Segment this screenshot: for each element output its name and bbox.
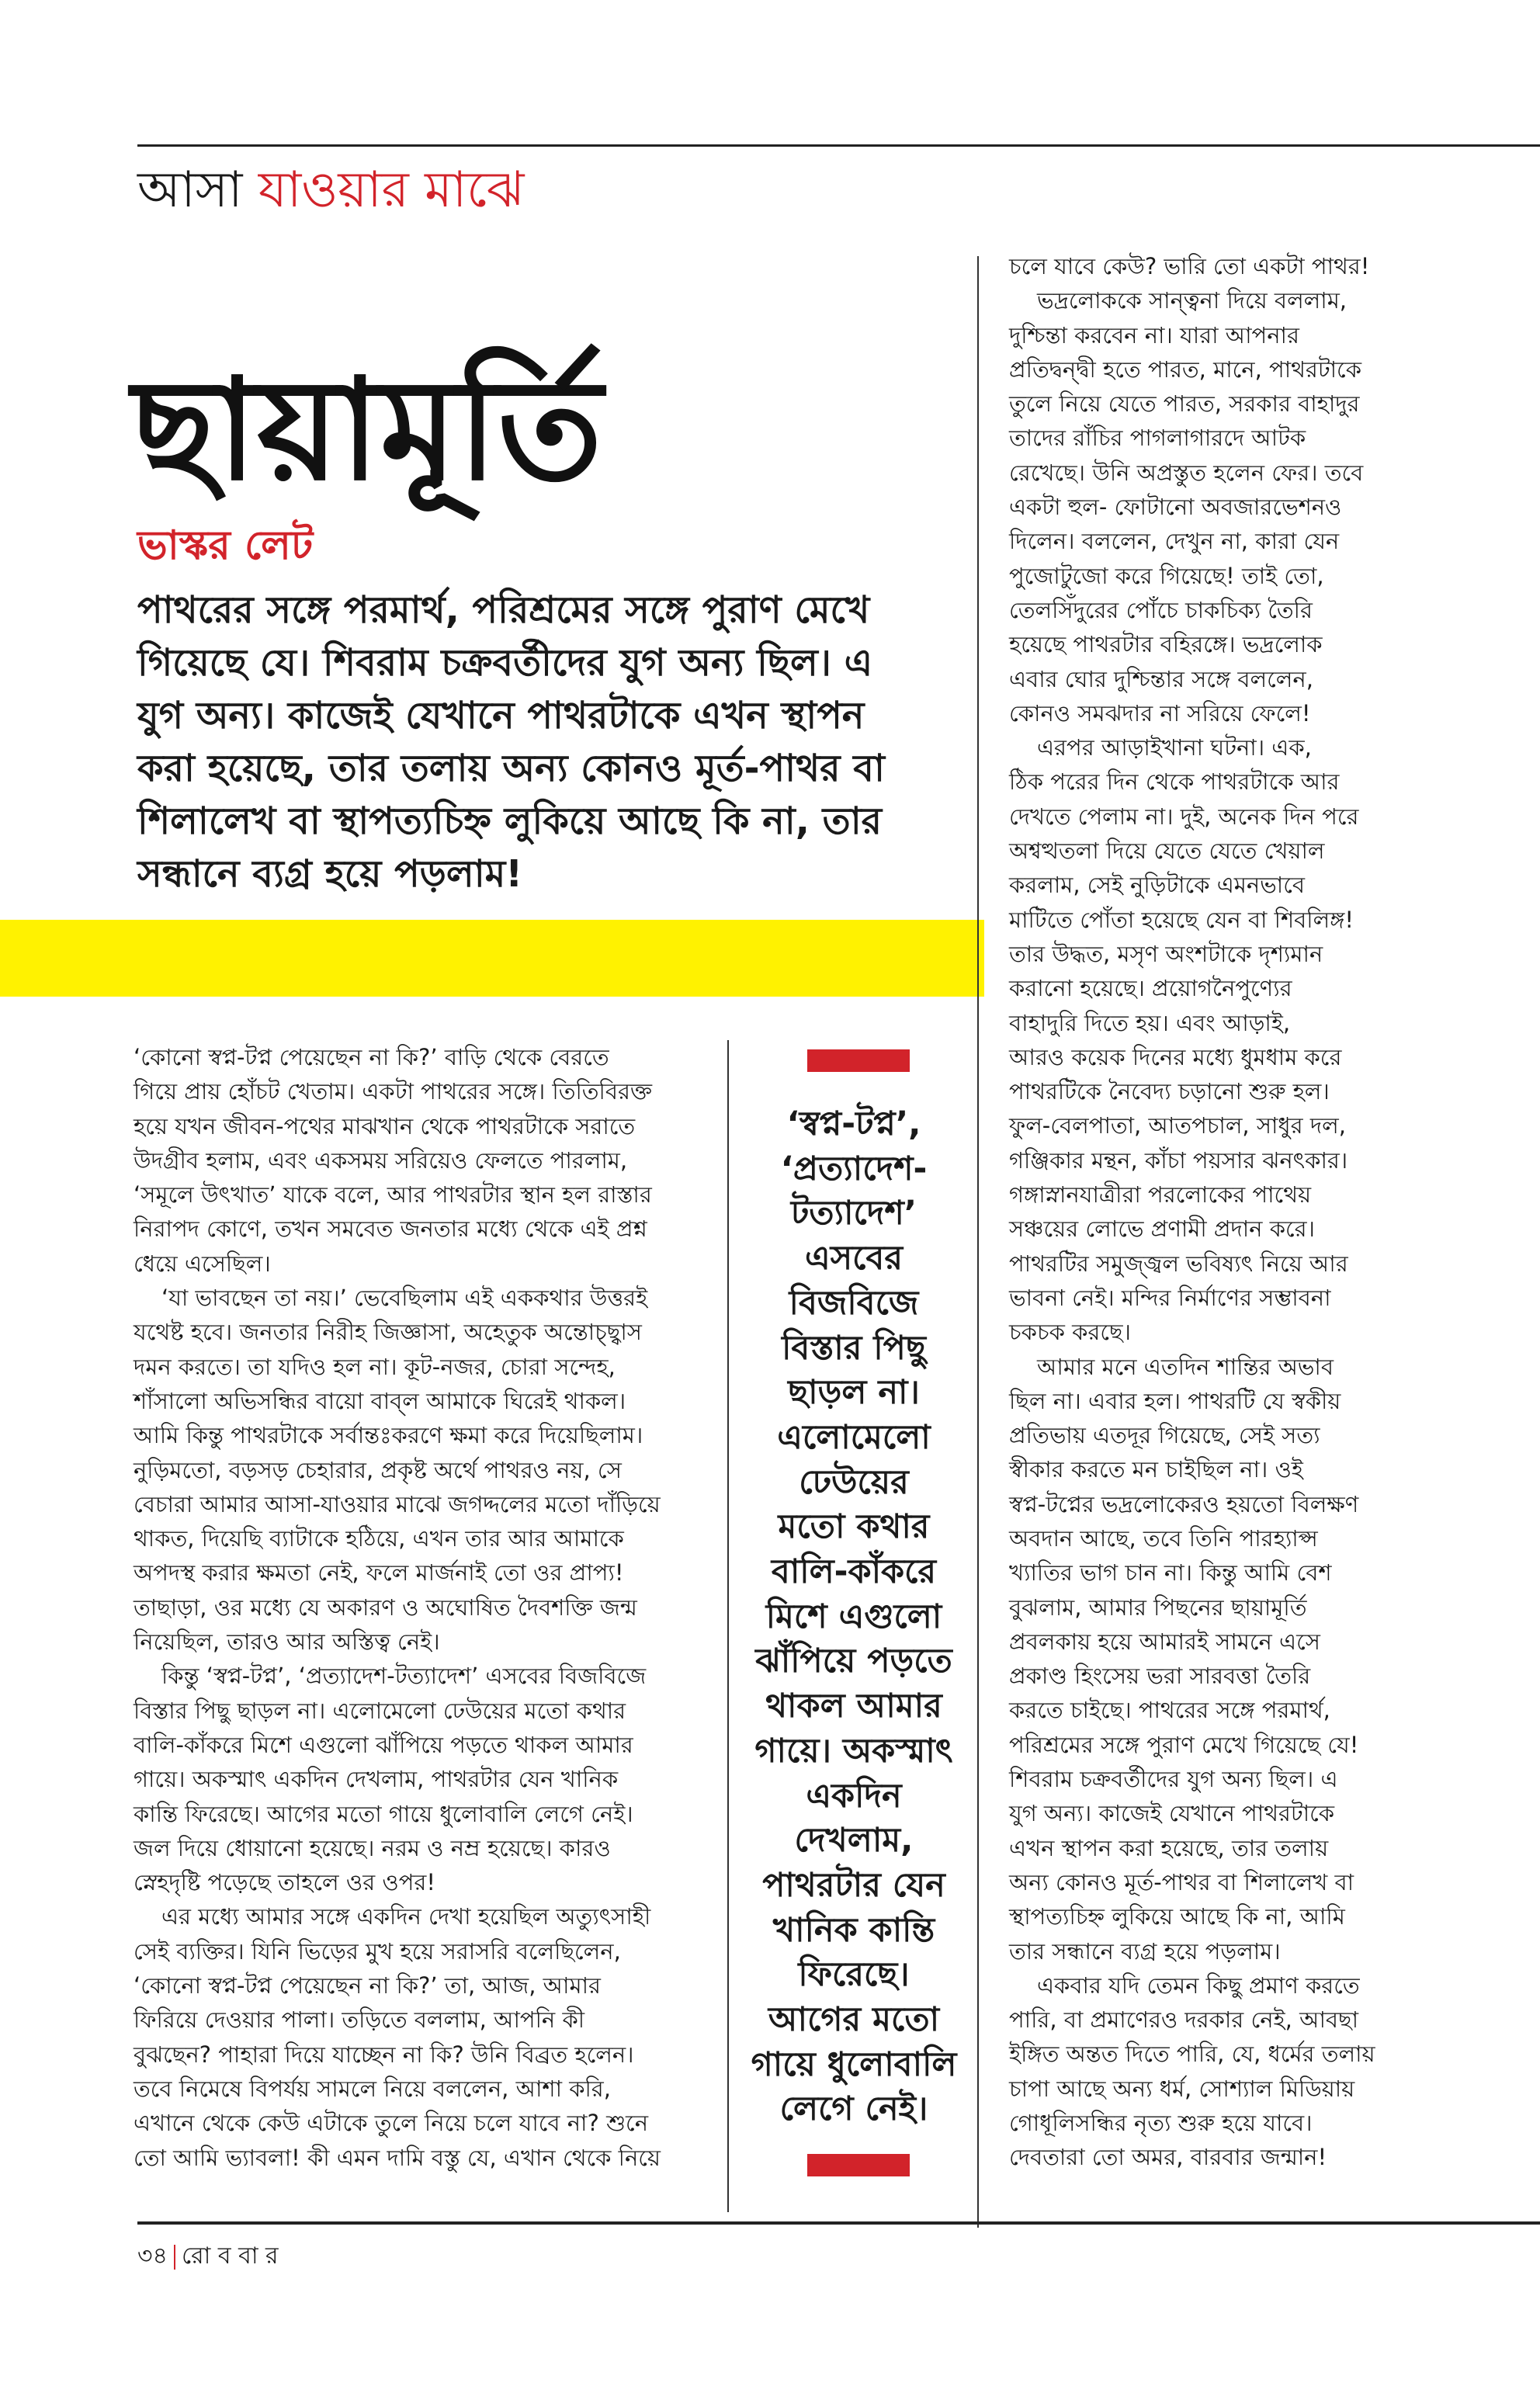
text-line: অবদান আছে, তবে তিনি পারহ্যাপ্স <box>1009 1524 1318 1552</box>
section-heading <box>137 159 524 221</box>
text-line: এলোমেলো <box>777 1417 931 1457</box>
text-line: ফিরেছে। <box>798 1955 910 1995</box>
text-line: তেলসিঁদুরের পোঁচে চাকচিক্য তৈরি <box>1009 596 1313 623</box>
text-line: স্নেহদৃষ্টি পড়েছে তাহলে ওর ওপর! <box>134 1869 435 1896</box>
text-line: নিরাপদ কোণে, তখন সমবেত জনতার মধ্যে থেকে এই প্রশ্ন <box>134 1216 647 1243</box>
text-line: পারি, বা প্রমাণেরও দরকার নেই, আবছা <box>1009 2006 1359 2034</box>
text-line: থাকল আমার <box>765 1687 942 1726</box>
text-line: আরও কয়েক দিনের মধ্যে ধুমধাম করে <box>1009 1043 1342 1070</box>
text-line: হয়ে যখন জীবন-পথের মাঝখান থেকে পাথরটাকে সরাতে <box>134 1112 636 1139</box>
text-line: ফিরিয়ে দেওয়ার পালা। তড়িতে বললাম, আপনি কী <box>134 2006 585 2034</box>
text-line: ঢেউয়ের <box>799 1462 909 1502</box>
text-line: একটা হুল- ফোটানো অবজারভেশনও <box>1009 494 1342 521</box>
text-line: অপদস্থ করার ক্ষমতা নেই, ফলে মার্জনাই তো ওর প্রাপ্য! <box>134 1559 624 1587</box>
text-line: দেবতারা তো অমর, বারবার জন্মান! <box>1009 2144 1327 2171</box>
text-line: উদগ্রীব হলাম, এবং একসময় সরিয়েও ফেলতে পারলাম, <box>134 1146 628 1174</box>
text-line: দুশ্চিন্তা করবেন না। যারা আপনার <box>1009 321 1299 349</box>
text-line: হয়েছে পাথরটার বহিরঙ্গে। ভদ্রলোক <box>1009 631 1323 658</box>
text-line: ধেয়ে এসেছিল। <box>134 1250 271 1277</box>
text-line: স্বীকার করতে মন চাইছিল না। ওই <box>1009 1456 1303 1483</box>
text-line: প্রতিভায় এতদূর গিয়েছে, সেই সত্য <box>1009 1422 1320 1449</box>
text-line: দমন করতে। তা যদিও হল না। কূট-নজর, চোরা সন্দেহ, <box>134 1353 616 1380</box>
text-line: তো আমি ভ্যাবলা! কী এমন দামি বস্তু যে, এখান থেকে নিয়ে <box>134 2144 661 2171</box>
text-line: পাথরের সঙ্গে পরমার্থ, পরিশ্রমের সঙ্গে পুরাণ মেখে <box>137 588 870 632</box>
text-line: খ্যাতির ভাগ চান না। কিন্তু আমি বেশ <box>1009 1559 1332 1587</box>
text-line: এরপর আড়াইখানা ঘটনা। এক, <box>1037 734 1312 761</box>
lead-paragraph <box>137 584 914 900</box>
column-divider <box>727 1040 729 2212</box>
text-line: যথেষ্ট হবে। জনতার নিরীহ জিজ্ঞাসা, অহেতুক অন্তোচ্ছ্বাস <box>134 1319 642 1346</box>
text-line: যুগ অন্য। কাজেই যেখানে পাথরটাকে <box>1009 1800 1335 1827</box>
text-line: এর মধ্যে আমার সঙ্গে একদিন দেখা হয়েছিল অত্যুৎসাহী <box>161 1903 651 1930</box>
text-line: মিশে এগুলো <box>765 1597 942 1636</box>
text-line: গায়ে ধুলোবালি <box>751 2044 957 2084</box>
text-line: গঞ্জিকার মন্থন, কাঁচা পয়সার ঝনৎকার। <box>1009 1146 1348 1174</box>
text-line: মতো কথার <box>778 1507 930 1547</box>
text-line: বুঝলাম, আমার পিছনের ছায়ামূর্তি <box>1009 1594 1307 1621</box>
text-line: বুঝছেন? পাহারা দিয়ে যাচ্ছেন না কি? উনি বিব্রত হলেন। <box>134 2041 634 2068</box>
text-line: তাছাড়া, ওর মধ্যে যে অকারণ ও অঘোষিত দৈবশক্তি জন্ম <box>134 1594 637 1621</box>
text-line: ছাড়ল না। <box>788 1373 920 1413</box>
body-column-left <box>134 1040 704 2175</box>
text-line: গিয়েছে যে। শিবরাম চক্রবর্তীদের যুগ অন্য ছিল। এ <box>137 641 873 685</box>
text-line: বেচারা আমার আসা-যাওয়ার মাঝে জগদ্দলের মতো দাঁড়িয়ে <box>134 1490 661 1517</box>
text-line: দেখতে পেলাম না। দুই, অনেক দিন পরে <box>1009 803 1359 830</box>
text-line: রেখেছে। উনি অপ্রস্তুত হলেন ফের। তবে <box>1009 459 1364 486</box>
article-title: ছায়ামূর্তি <box>132 349 603 512</box>
text-line: শাঁসালো অভিসন্ধির বায়ো বাব্‌ল আমাকে ঘিরেই থাকল। <box>134 1387 626 1414</box>
text-line: তার উদ্ধত, মসৃণ অংশটাকে দৃশ্যমান <box>1009 940 1323 967</box>
text-line: আগের মতো <box>768 2000 940 2040</box>
text-line: বালি-কাঁকরে মিশে এগুলো ঝাঁপিয়ে পড়তে থাকল আমার <box>134 1731 633 1758</box>
text-line: স্থাপত্যচিহ্ন লুকিয়ে আছে কি না, আমি <box>1009 1903 1345 1930</box>
text-line: সন্ধানে ব্যগ্র হয়ে পড়লাম! <box>137 852 523 896</box>
text-line: ছিল না। এবার হল। পাথরটি যে স্বকীয় <box>1009 1387 1341 1414</box>
text-line: পুজোটুজো করে গিয়েছে! তাই তো, <box>1009 562 1324 589</box>
text-line: জল দিয়ে ধোয়ানো হয়েছে। নরম ও নম্র হয়েছে। কারও <box>134 1834 611 1861</box>
section-heading-highlight: যাওয়ার মাঝে <box>258 161 525 219</box>
text-line: লেগে নেই। <box>779 2090 928 2129</box>
text-line: যুগ অন্য। কাজেই যেখানে পাথরটাকে এখন স্থাপন <box>137 694 865 737</box>
text-line: তার সন্ধানে ব্যগ্র হয়ে পড়লাম। <box>1009 1937 1281 1965</box>
text-line: আমি কিন্তু পাথরটাকে সর্বান্তঃকরণে ক্ষমা করে দিয়েছিলাম। <box>134 1422 643 1449</box>
text-line: ভদ্রলোককে সান্ত্বনা দিয়ে বললাম, <box>1037 287 1348 314</box>
text-line: ‘স্বপ্ন-টপ্ন’, <box>786 1105 921 1143</box>
section-heading-prefix: আসা <box>137 161 243 219</box>
magazine-name: রো ব বা র <box>181 2242 279 2270</box>
text-line: ‘কোনো স্বপ্ন-টপ্ন পেয়েছেন না কি?’ বাড়ি থেকে বেরতে <box>134 1044 609 1070</box>
text-line: চকচক করছে। <box>1009 1319 1131 1346</box>
text-line: বিজবিজে <box>789 1283 919 1323</box>
text-line: পাথরটির সমুজ্জ্বল ভবিষ্যৎ নিয়ে আর <box>1009 1250 1348 1277</box>
text-line: কোনও সমঝদার না সরিয়ে ফেলে! <box>1009 699 1311 727</box>
text-line: সঞ্চয়ের লোভে প্রণামী প্রদান করে। <box>1009 1216 1315 1243</box>
column-divider <box>977 256 979 2228</box>
text-line: খানিক কান্তি <box>772 1910 935 1950</box>
text-line: প্রতিদ্বন্দ্বী হতে পারত, মানে, পাথরটাকে <box>1009 355 1361 383</box>
page-footer <box>137 2239 279 2273</box>
text-line: নুড়িমতো, বড়সড় চেহারার, প্রকৃষ্ট অর্থে পাথরও নয়, সে <box>134 1456 622 1483</box>
text-line: ‘প্রত্যাদেশ- <box>780 1149 928 1188</box>
text-line: এখানে থেকে কেউ এটাকে তুলে নিয়ে চলে যাবে না? শুনে <box>134 2110 649 2137</box>
text-line: একদিন <box>806 1776 902 1816</box>
text-line: গায়ে। অকস্মাৎ একদিন দেখলাম, পাথরটার যেন খানিক <box>134 1766 619 1793</box>
text-line: চাপা আছে অন্য ধর্ম, সোশ্যাল মিডিয়ায় <box>1009 2075 1355 2102</box>
text-line: বালি-কাঁকরে <box>771 1552 937 1592</box>
text-line: গিয়ে প্রায় হোঁচট খেতাম। একটা পাথরের সঙ্গে। তিতিবিরক্ত <box>134 1078 653 1105</box>
text-line: গঙ্গাস্নানযাত্রীরা পরলোকের পাথেয় <box>1009 1181 1312 1209</box>
text-line: কিন্তু ‘স্বপ্ন-টপ্ন’, ‘প্রত্যাদেশ-টত্যাদেশ’ এসবের বিজবিজে <box>161 1663 647 1690</box>
text-line: পাথরটিকে নৈবেদ্য চড়ানো শুরু হল। <box>1009 1078 1330 1105</box>
text-line: বিস্তার পিছু <box>782 1328 926 1368</box>
text-line: দেখলাম, <box>794 1821 914 1861</box>
text-line: ‘সমূলে উৎখাত’ যাকে বলে, আর পাথরটার স্থান হল রাস্তার <box>134 1181 652 1209</box>
text-line: ভাবনা নেই। মন্দির নির্মাণের সম্ভাবনা <box>1009 1284 1331 1311</box>
text-line: টত্যাদেশ’ <box>790 1194 917 1233</box>
text-line: দিলেন। বললেন, দেখুন না, কারা যেন <box>1009 528 1340 555</box>
text-line: এসবের <box>805 1239 903 1278</box>
pull-quote-bar-bottom <box>807 2154 910 2176</box>
text-line: স্বপ্ন-টপ্নের ভদ্রলোকেরও হয়তো বিলক্ষণ <box>1009 1490 1359 1517</box>
text-line: অশ্বত্থতলা দিয়ে যেতে যেতে খেয়াল <box>1009 838 1325 865</box>
text-line: এবার ঘোর দুশ্চিন্তার সঙ্গে বললেন, <box>1009 665 1313 692</box>
text-line: মাটিতে পোঁতা হয়েছে যেন বা শিবলিঙ্গ! <box>1009 906 1354 933</box>
text-line: শিলালেখ বা স্থাপত্যচিহ্ন লুকিয়ে আছে কি না, তার <box>137 799 883 843</box>
text-line: গোধূলিসন্ধির নৃত্য শুরু হয়ে যাবে। <box>1009 2110 1313 2137</box>
pull-quote-bar-top <box>807 1049 910 1072</box>
text-line: ঝাঁপিয়ে পড়তে <box>755 1642 952 1681</box>
text-line: করানো হয়েছে। প্রয়োগনৈপুণ্যের <box>1009 975 1292 1002</box>
text-line: এখন স্থাপন করা হয়েছে, তার তলায় <box>1009 1834 1329 1861</box>
text-line: তুলে নিয়ে যেতে পারত, সরকার বাহাদুর <box>1009 390 1360 418</box>
bottom-rule <box>137 2221 1540 2225</box>
text-line: প্রবলকায় হয়ে আমারই সামনে এসে <box>1009 1628 1320 1655</box>
text-line: কান্তি ফিরেছে। আগের মতো গায়ে ধুলোবালি লেগে নেই। <box>134 1800 633 1827</box>
text-line: ইঙ্গিত অন্তত দিতে পারি, যে, ধর্মের তলায় <box>1009 2041 1375 2068</box>
text-line: আমার মনে এতদিন শান্তির অভাব <box>1037 1353 1334 1380</box>
text-line: অন্য কোনও মূর্ত-পাথর বা শিলালেখ বা <box>1009 1868 1354 1895</box>
text-line: ‘যা ভাবছেন তা নয়।’ ভেবেছিলাম এই এককথার উত্তরই <box>161 1285 648 1312</box>
text-line: ‘কোনো স্বপ্ন-টপ্ন পেয়েছেন না কি?’ তা, আজ, আমার <box>134 1972 601 1999</box>
text-line: সেই ব্যক্তির। যিনি ভিড়ের মুখ হয়ে সরাসরি বলেছিলেন, <box>134 1937 621 1965</box>
text-line: থাকত, দিয়েছি ব্যাটাকে হঠিয়ে, এখন তার আর আমাকে <box>134 1525 624 1552</box>
text-line: একবার যদি তেমন কিছু প্রমাণ করতে <box>1037 1972 1360 1999</box>
text-line: করলাম, সেই নুড়িটাকে এমনভাবে <box>1009 872 1305 899</box>
pull-quote <box>737 1102 970 2132</box>
author-byline: ভাস্কর লেট <box>137 522 314 569</box>
text-line: গায়ে। অকস্মাৎ <box>754 1731 953 1770</box>
text-line: করা হয়েছে, তার তলায় অন্য কোনও মূর্ত-পাথর বা <box>137 747 885 790</box>
text-line: পরিশ্রমের সঙ্গে পুরাণ মেখে গিয়েছে যে! <box>1009 1731 1359 1758</box>
text-line: ঠিক পরের দিন থেকে পাথরটাকে আর <box>1009 768 1340 796</box>
text-line: চলে যাবে কেউ? ভারি তো একটা পাথর! <box>1009 253 1370 279</box>
body-column-right <box>1009 249 1428 2175</box>
text-line: প্রকাণ্ড হিংসেয় ভরা সারবত্তা তৈরি <box>1009 1663 1311 1690</box>
yellow-band <box>0 920 984 997</box>
text-line: শিবরাম চক্রবর্তীদের যুগ অন্য ছিল। এ <box>1009 1766 1338 1793</box>
text-line: তবে নিমেষে বিপর্যয় সামলে নিয়ে বললেন, আশা করি, <box>134 2075 611 2102</box>
text-line: বিস্তার পিছু ছাড়ল না। এলোমেলো ঢেউয়ের মতো কথার <box>134 1697 626 1724</box>
text-line: ফুল-বেলপাতা, আতপচাল, সাধুর দল, <box>1009 1112 1346 1139</box>
top-rule <box>137 144 1540 147</box>
text-line: নিয়েছিল, তারও আর অস্তিত্ব নেই। <box>134 1628 440 1656</box>
text-line: বাহাদুরি দিতে হয়। এবং আড়াই, <box>1009 1009 1291 1036</box>
text-line: তাদের রাঁচির পাগলাগারদে আটক <box>1009 425 1306 452</box>
text-line: করতে চাইছে। পাথরের সঙ্গে পরমার্থ, <box>1009 1697 1330 1724</box>
text-line: পাথরটার যেন <box>762 1865 945 1905</box>
footer-separator <box>174 2245 175 2270</box>
page-number: ৩৪ <box>137 2242 168 2270</box>
